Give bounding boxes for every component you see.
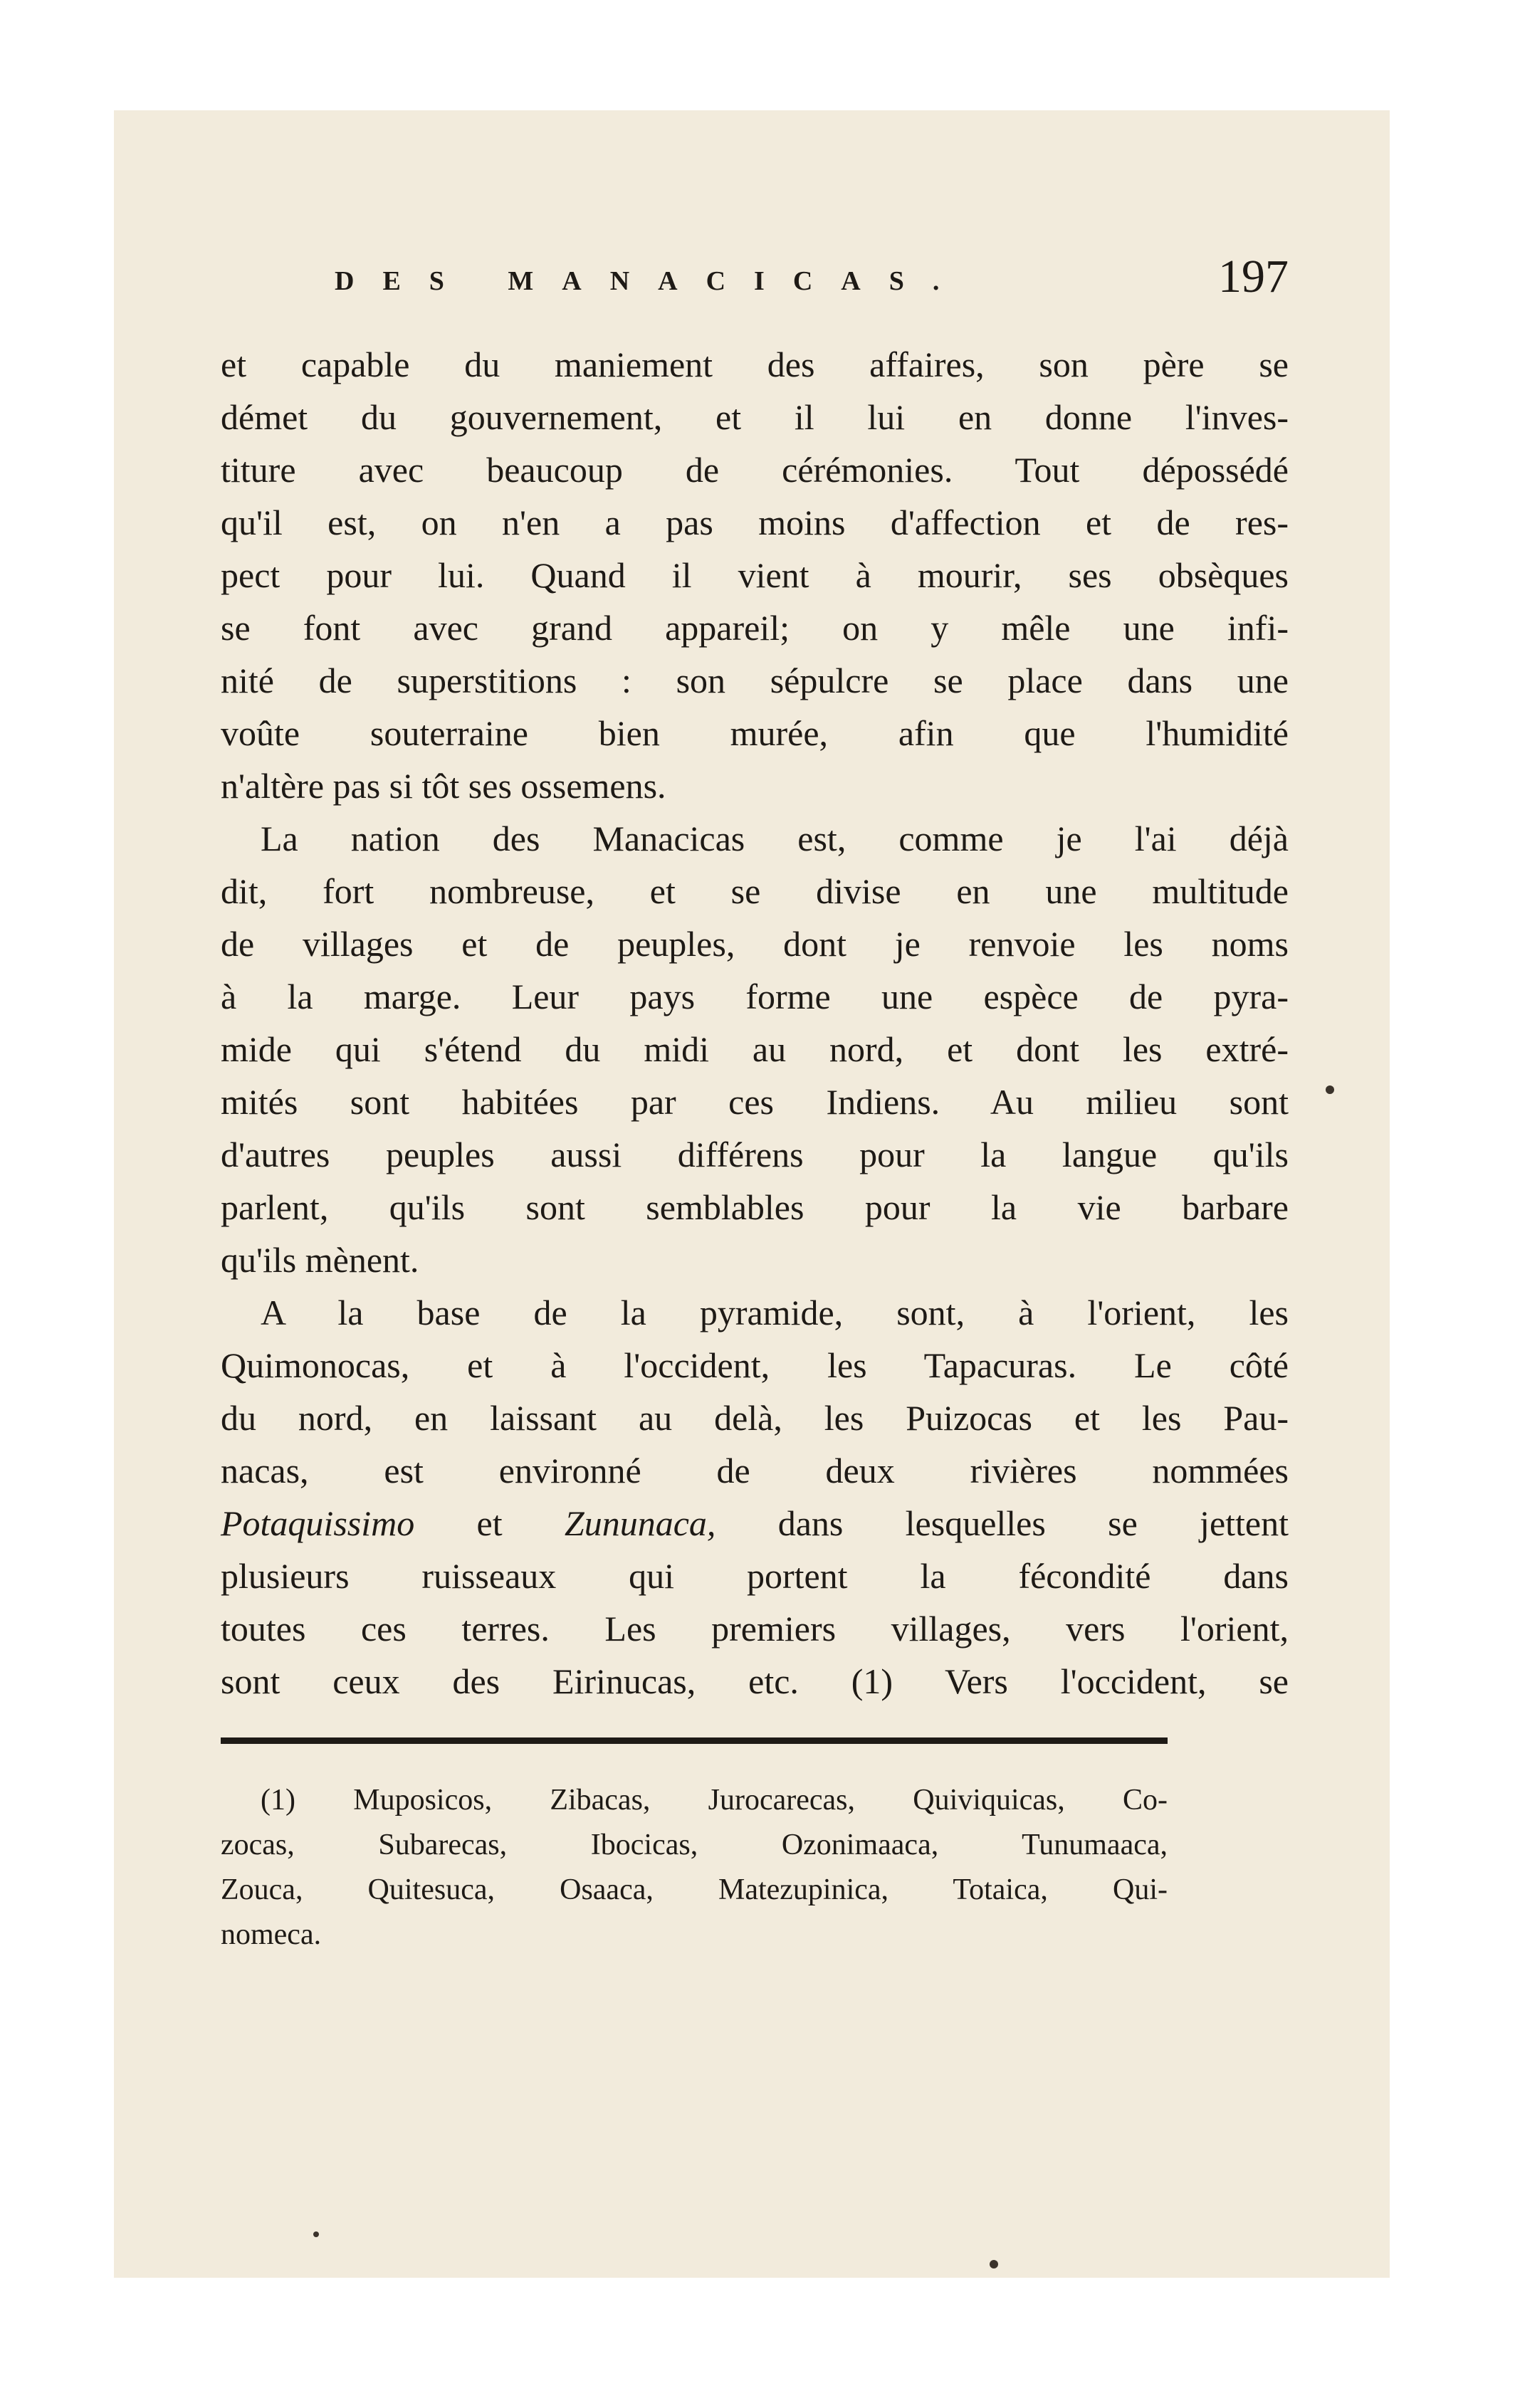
footnote-rule <box>221 1737 1168 1744</box>
ink-spot <box>1326 1085 1334 1094</box>
text-line: Quimonocas, et à l'occident, les Tapacuras. Le côté <box>221 1345 1289 1385</box>
paragraph-1 <box>221 338 1289 812</box>
river-name-zununaca: Zununaca, <box>564 1503 716 1543</box>
river-name-potaquissimo: Potaquissimo <box>221 1503 415 1543</box>
text-line: d'autres peuples aussi différens pour la langue qu'ils <box>221 1135 1289 1174</box>
text-block <box>221 251 1289 1957</box>
text-line: qu'il est, on n'en a pas moins d'affection et de res- <box>221 503 1289 542</box>
text-line: dit, fort nombreuse, et se divise en une multitude <box>221 871 1289 911</box>
paragraph-3 <box>221 1286 1289 1708</box>
text-line: de villages et de peuples, dont je renvoie les noms <box>221 924 1289 964</box>
footnote-line: zocas, Subarecas, Ibocicas, Ozonimaaca, Tunumaaca, <box>221 1829 1168 1861</box>
text-line: A la base de la pyramide, sont, à l'orient, les <box>261 1293 1289 1332</box>
book-page <box>114 110 1390 2278</box>
text-line: et capable du maniement des affaires, son père se <box>221 345 1289 384</box>
footnote-line: (1) Muposicos, Zibacas, Jurocarecas, Quiviquicas, Co- <box>261 1784 1168 1816</box>
running-head <box>221 251 1289 338</box>
text-line: démet du gouvernement, et il lui en donne l'inves- <box>221 397 1289 437</box>
text-line: plusieurs ruisseaux qui portent la fécondité dans <box>221 1556 1289 1596</box>
text-line: du nord, en laissant au delà, les Puizocas et les Pau- <box>221 1398 1289 1438</box>
text-line: La nation des Manacicas est, comme je l'ai déjà <box>261 819 1289 858</box>
ink-spot <box>990 2260 998 2268</box>
text-line: nité de superstitions : son sépulcre se place dans une <box>221 661 1289 700</box>
footnote-line: Zouca, Quitesuca, Osaaca, Matezupinica, Totaica, Qui- <box>221 1873 1168 1906</box>
page-number: 197 <box>1218 251 1289 303</box>
text-line: qu'ils mènent. <box>221 1240 419 1280</box>
text-line: mités sont habitées par ces Indiens. Au milieu sont <box>221 1082 1289 1122</box>
footnote <box>221 1778 1168 1957</box>
text-line: toutes ces terres. Les premiers villages, vers l'orient, <box>221 1609 1289 1649</box>
text-line: sont ceux des Eirinucas, etc. (1) Vers l'occident, se <box>221 1661 1289 1701</box>
paragraph-2 <box>221 812 1289 1286</box>
text-line: se font avec grand appareil; on y mêle une infi- <box>221 608 1289 648</box>
text-line: mide qui s'étend du midi au nord, et dont les extré- <box>221 1029 1289 1069</box>
text-line: Potaquissimo et Zununaca, dans lesquelles se jettent <box>221 1503 1289 1543</box>
text-line: nacas, est environné de deux rivières nommées <box>221 1451 1289 1490</box>
text-line: voûte souterraine bien murée, afin que l'humidité <box>221 713 1289 753</box>
ink-spot <box>313 2231 319 2237</box>
text-line: à la marge. Leur pays forme une espèce de pyra- <box>221 977 1289 1016</box>
running-head-title: DES MANACICAS. <box>335 266 968 296</box>
text-line: parlent, qu'ils sont semblables pour la vie barbare <box>221 1187 1289 1227</box>
footnote-line: nomeca. <box>221 1918 322 1951</box>
text-line: titure avec beaucoup de cérémonies. Tout dépossédé <box>221 450 1289 490</box>
text-line: n'altère pas si tôt ses ossemens. <box>221 766 666 806</box>
text-line: pect pour lui. Quand il vient à mourir, ses obsèques <box>221 555 1289 595</box>
